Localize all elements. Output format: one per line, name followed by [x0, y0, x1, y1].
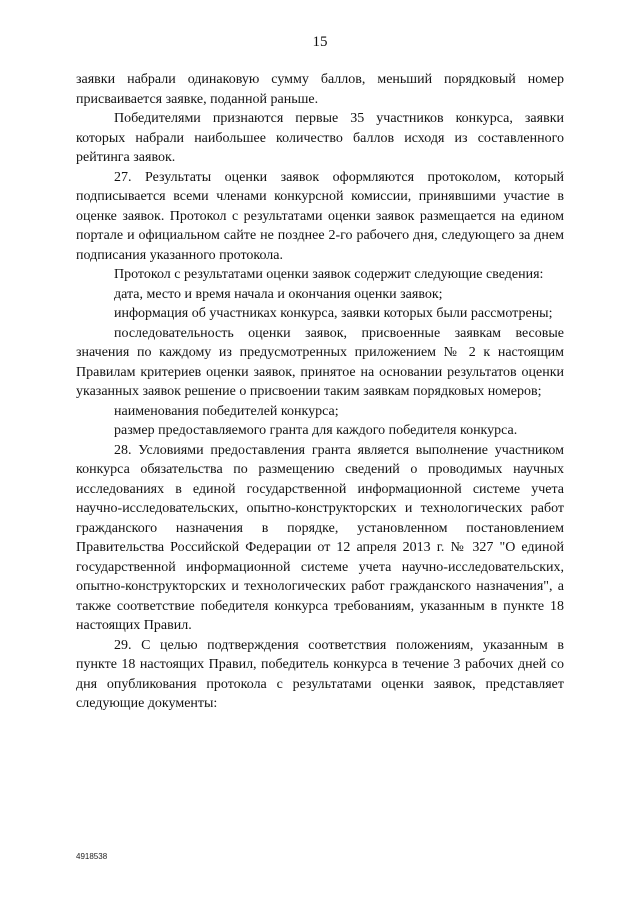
list-item-winner-names: наименования победителей конкурса; — [114, 403, 339, 419]
page-number: 15 — [312, 34, 328, 50]
paragraph-clause-27: 27. Результаты оценки заявок оформляются протоколом, который подписывается всеми членами конкурсной комиссии, принявшими участие в оценке заявок. Протокол с результатами оценки заявок размещается на едином портале и официальном сайте не позднее 2-го рабочего дня, следующего за днем подписания указанного протокола. — [76, 169, 564, 263]
document-code: 4918538 — [76, 852, 108, 861]
list-item-participants: информация об участниках конкурса, заявки которых были рассмотрены; — [114, 306, 553, 321]
paragraph-clause-29: 29. С целью подтверждения соответствия положениям, указанным в пункте 18 настоящих Правил, победитель конкурса в течение 3 рабочих дней со дня опубликования протокола с результатами оценки заявок, представляет следующие документы: — [76, 637, 564, 711]
paragraph-continuation: заявки набрали одинаковую сумму баллов, меньший порядковый номер присваивается заявке, поданной раньше. — [76, 72, 564, 107]
paragraph-winners: Победителями признаются первые 35 участников конкурса, заявки которых набрали наибольшее количество баллов исходя из составленного рейтинга заявок. — [76, 111, 564, 165]
paragraph-protocol-contents: Протокол с результатами оценки заявок содержит следующие сведения: — [114, 267, 544, 282]
document-body — [76, 70, 564, 714]
paragraph-clause-28: 28. Условиями предоставления гранта является выполнение участником конкурса обязательства по размещению сведений о проводимых научных исследованиях в единой государственной информационной системе учета научно-исследовательских, опытно-конструкторских и технологических работ гражданского назначения в порядке, установленном постановлением Правительства Российской Федерации от 12 апреля 2013 г. № 327 "О единой государственной информационной системе учета научно-исследовательских, опытно-конструкторских и технологических работ гражданского назначения", а также соответствие победителя конкурса требованиям, указанным в пункте 18 настоящих Правил. — [76, 442, 564, 633]
list-item-evaluation-sequence: последовательность оценки заявок, присвоенные заявкам весовые значения по каждому из предусмотренных приложением № 2 к настоящим Правилам критериев оценки заявок, принятое на основании результатов оценки указанных заявок решение о присвоении таким заявкам порядковых номеров; — [76, 325, 564, 399]
list-item-grant-size: размер предоставляемого гранта для каждого победителя конкурса. — [114, 423, 518, 438]
list-item-date-place: дата, место и время начала и окончания оценки заявок; — [114, 286, 443, 302]
